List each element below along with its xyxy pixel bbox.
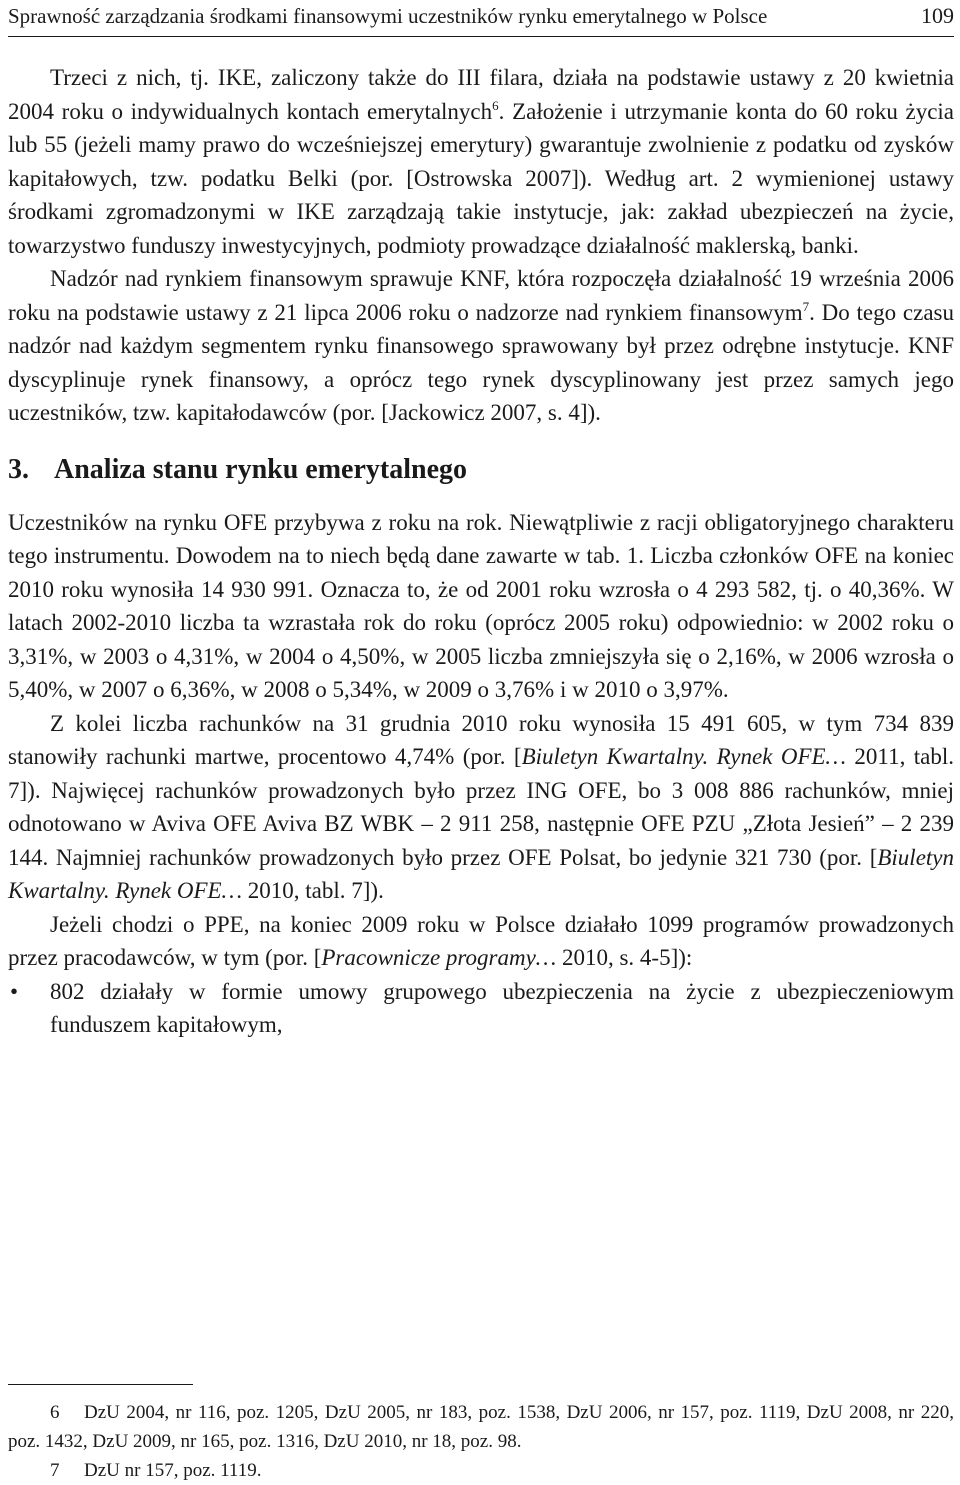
paragraph-knf-text-b: . Do tego czasu nadzór nad każdym segmentem rynku finansowego sprawowany był przez odrębne instytucje. KNF dyscyplinuje rynek finansowy, a oprócz tego rynek dyscyplinowany jest przez samych jego uczestników, tzw. kapitałodawców (por. [Jackowicz 2007, s. 4]). xyxy=(8,299,954,425)
bullet-list-item xyxy=(8,975,954,1042)
paragraph-ike-text-a: Trzeci z nich, tj. IKE, zaliczony także do III filara, działa na podstawie ustawy z 20 kwietnia 2004 roku o indywidualnych kontach emerytalnych xyxy=(8,65,954,124)
body-text xyxy=(8,61,954,1042)
section-number: 3. xyxy=(8,453,29,485)
paragraph-knf-text-a: Nadzór nad rynkiem finansowym sprawuje KNF, która rozpoczęła działalność 19 września 2006 roku na podstawie ustawy z 21 lipca 2006 roku o nadzorze nad rynkiem finansowym xyxy=(8,266,954,325)
paragraph-ike-text-b: . Założenie i utrzymanie konta do 60 roku życia lub 55 (jeżeli mamy prawo do wcześniejszej emerytury) gwarantuje zwolnienie z podatku od zysków kapitałowych, tzw. podatku Belki (por. [Ostrowska 2007]). Według art. 2 wymienionej ustawy środkami zgromadzonymi w IKE zarządzają takie instytucje, jak: zakład ubezpieczeń na życie, towarzystwo funduszy inwestycyjnych, podmioty prowadzące działalność maklerską, banki. xyxy=(8,98,954,258)
page-number: 109 xyxy=(921,3,954,28)
paragraph-ofe-accounts-text-c: 2010, tabl. 7]). xyxy=(242,878,384,903)
running-header-title: Sprawność zarządzania środkami finansowymi uczestników rynku emerytalnego w Polsce xyxy=(8,4,768,28)
paragraph-ofe-members: Uczestników na rynku OFE przybywa z roku na rok. Niewątpliwie z racji obligatoryjnego charakteru tego instrumentu. Dowodem na to niech będą dane zawarte w tab. 1. Liczba członków OFE na koniec 2010 roku wynosiła 14 930 991. Oznacza to, że od 2001 roku wzrosła o 4 293 582, tj. o 40,36%. W latach 2002-2010 liczba ta wzrastała rok do roku (oprócz 2005 roku) odpowiednio: w 2002 roku o 3,31%, w 2003 o 4,31%, w 2004 o 4,50%, w 2005 liczba zmniejszyła się o 2,16%, w 2006 wzrosła o 5,40%, w 2007 o 6,36%, w 2008 o 5,34%, w 2009 o 3,76% i w 2010 o 3,97%. xyxy=(8,509,954,702)
footnote-number: 7 xyxy=(50,1460,60,1481)
citation-biuletyn-2011: Biuletyn Kwartalny. Rynek OFE… xyxy=(521,744,847,769)
footnote-text: DzU nr 157, poz. 1119. xyxy=(84,1460,262,1481)
paragraph-knf xyxy=(8,262,954,430)
footnote-7 xyxy=(8,1456,954,1485)
paragraph-ofe-accounts-text-b: 2011, tabl. 7]). Najwięcej rachunków prowadzonych było przez ING OFE, bo 3 008 886 rachunków, mniej odnotowano w Aviva OFE Aviva BZ WBK – 2 911 258, następnie OFE PZU „Złota Jesień” – 2 239 144. Najmniej rachunków prowadzonych było przez OFE Polsat, bo jedynie 321 730 (por. [ xyxy=(8,744,954,870)
footnote-text: DzU 2004, nr 116, poz. 1205, DzU 2005, nr 183, poz. 1538, DzU 2006, nr 157, poz. 1119, DzU 2008, nr 220, poz. 1432, DzU 2009, nr 165, poz. 1316, DzU 2010, nr 18, poz. 98. xyxy=(8,1402,954,1452)
bullet-item-text: 802 działały w formie umowy grupowego ubezpieczenia na życie z ubezpieczeniowym funduszem kapitałowym, xyxy=(50,978,954,1037)
citation-pracownicze-programy: Pracownicze programy… xyxy=(321,945,557,970)
paragraph-ppe-text-b: 2010, s. 4-5]): xyxy=(556,945,693,970)
footnote-ref-7[interactable]: 7 xyxy=(802,298,810,314)
paragraph-ofe-accounts-text-a: Z kolei liczba rachunków na 31 grudnia 2010 roku wynosiła 15 491 605, w tym 734 839 stanowiły rachunki martwe, procentowo 4,74% (por. [ xyxy=(8,710,954,769)
paragraph-ike xyxy=(8,61,954,262)
paragraph-ppe xyxy=(8,908,954,975)
bullet-icon: • xyxy=(10,978,19,1004)
running-header xyxy=(8,2,954,37)
footnote-6 xyxy=(8,1398,954,1456)
footnote-number: 6 xyxy=(50,1402,60,1423)
footnotes xyxy=(8,1398,954,1485)
footnote-divider xyxy=(8,1384,193,1385)
paragraph-ofe-accounts xyxy=(8,707,954,908)
section-title: Analiza stanu rynku emerytalnego xyxy=(54,453,467,485)
citation-biuletyn-2010: Biuletyn Kwartalny. Rynek OFE… xyxy=(8,844,954,903)
section-heading xyxy=(8,452,954,488)
paragraph-ppe-text-a: Jeżeli chodzi o PPE, na koniec 2009 roku w Polsce działało 1099 programów prowadzonych przez pracodawców, w tym (por. [ xyxy=(8,911,954,970)
footnote-ref-6[interactable]: 6 xyxy=(492,97,499,113)
